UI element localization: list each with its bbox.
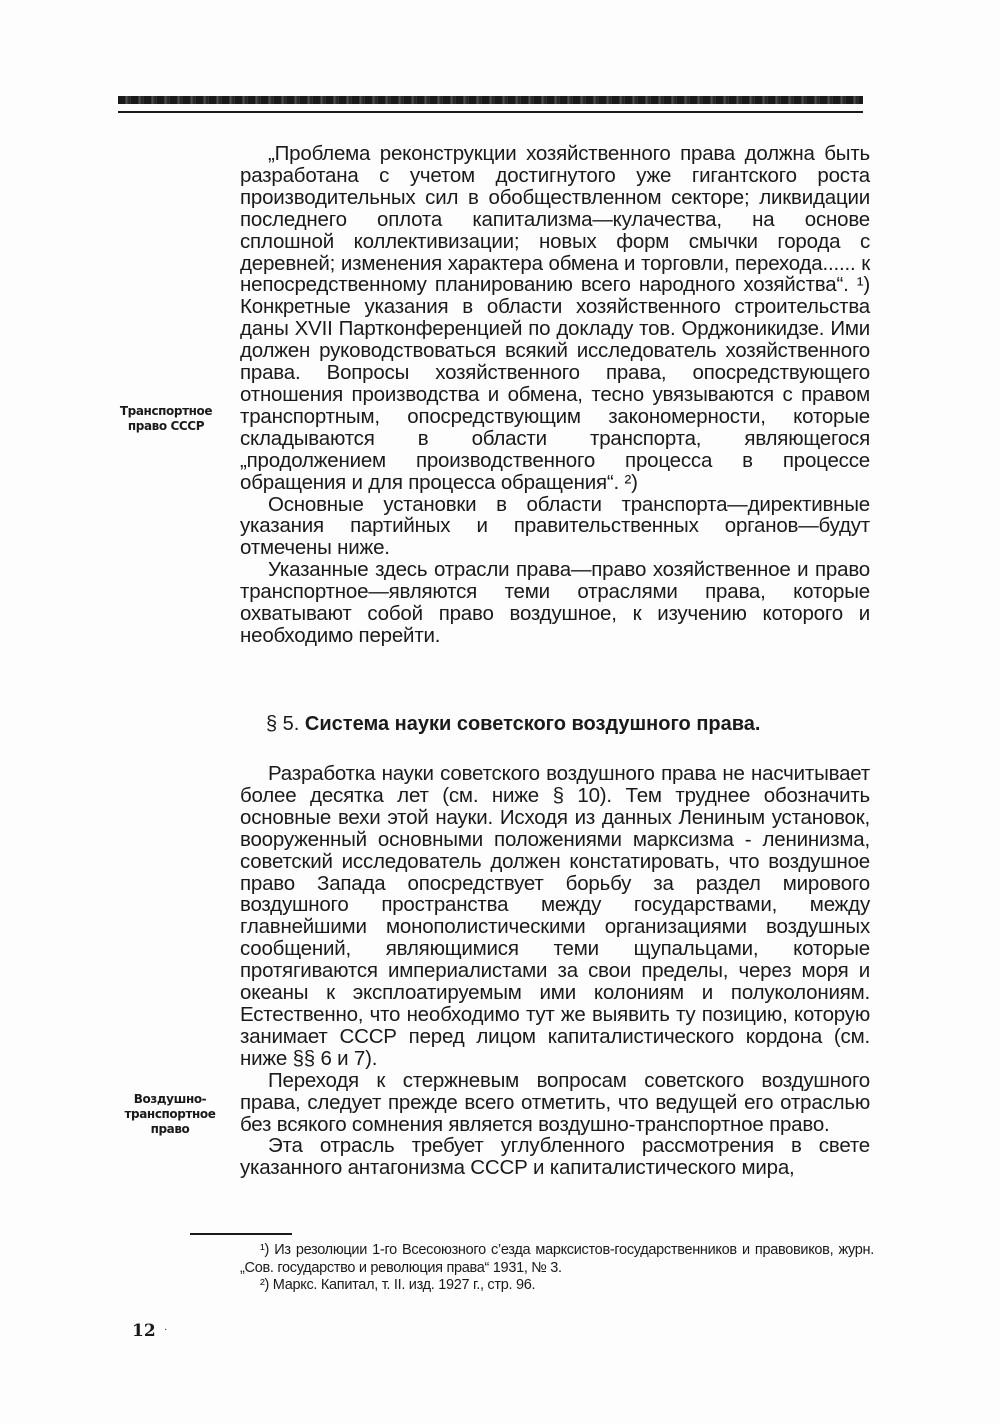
section-heading bbox=[266, 712, 876, 736]
section-number: § 5. bbox=[266, 713, 300, 735]
paragraph: Эта отрасль требует углубленного рассмотрения в свете указанного антагонизма СССР и капиталистического мира, bbox=[240, 1134, 870, 1180]
paragraph: Переходя к стержневым вопросам советского воздушного права, следует прежде всего отметить, что ведущей его отраслью без всякого сомнения является воздушно-транспортное право. bbox=[240, 1068, 870, 1136]
footnote-2: ²) Маркс. Капитал, т. II. изд. 1927 г., стр. 96. bbox=[260, 1277, 536, 1293]
header-rule bbox=[118, 111, 863, 113]
body-text-block-1 bbox=[240, 143, 870, 647]
section-title: Система науки советского воздушного права. bbox=[304, 713, 761, 735]
page-number-mark: · bbox=[164, 1325, 168, 1336]
header-ornamental-rule bbox=[118, 96, 863, 104]
body-text-block-2 bbox=[240, 763, 870, 1179]
footnote-1: ¹) Из резолюции 1-го Всесоюзного с’езда марксистов-государственников и правовиков, журн. „Сов. государство и революция права“ 1931, № 3. bbox=[240, 1242, 874, 1276]
footnotes bbox=[240, 1242, 874, 1295]
paragraph: Разработка науки советского воздушного права не насчитывает более десятка лет (см. ниже § 10). Тем труднее обозначить основные вехи этой науки. Исходя из данных Лениным установок, вооруженный основными положениями марксизма - ленинизма, советский исследователь должен констатировать, что воздушное право Запада опосредствует борьбу за раздел мирового воздушного пространства между государствами, между главнейшими монополистическими организациями воздушных сообщений, являющимися теми щупальцами, которые протягиваются империалистами за свои пределы, через моря и океаны к эксплоатируемым ими колониям и полуколониям. Естественно, что необходимо тут же выявить ту позицию, которую занимает СССР перед лицом капиталистического кордона (см. ниже §§ 6 и 7). bbox=[240, 762, 870, 1070]
paragraph: „Проблема реконструкции хозяйственного права должна быть разработана с учетом достигнутого уже гигантского роста производительных сил в обобществленном секторе; ликвидации последнего оплота капитализма—кулачества, на основе сплошной коллективизации; новых форм смычки города с деревней; изменения характера обмена и торговли, перехода...... к непосредственному планированию всего народного хозяйства“. ¹) Конкретные указания в области хозяйственного строительства даны XVII Партконференцией по докладу тов. Орджоникидзе. Ими должен руководствоваться всякий исследователь хозяйственного права. Вопросы хозяйственного права, опосредствующего отношения производства и обмена, тесно увязываются с правом транспортным, опосредствующим закономерности, которые складываются в области транспорта, являющегося „продолжением производственного процесса в процессе обращения и для процесса обращения“. ²) bbox=[240, 142, 870, 494]
margin-note-transport-law: Транспортное право СССР bbox=[119, 404, 213, 433]
paragraph: Основные установки в области транспорта—директивные указания партийных и правительственных органов—будут отмечены ниже. bbox=[240, 492, 870, 560]
footnote-separator bbox=[190, 1233, 292, 1235]
margin-note-air-transport-law: Воздушно-транспортное право bbox=[124, 1092, 216, 1136]
paragraph: Указанные здесь отрасли права—право хозяйственное и право транспортное—являются теми отраслями права, которые охватывают собой право воздушное, к изучению которого и необходимо перейти. bbox=[240, 558, 870, 647]
page-number: 12 bbox=[132, 1321, 156, 1341]
